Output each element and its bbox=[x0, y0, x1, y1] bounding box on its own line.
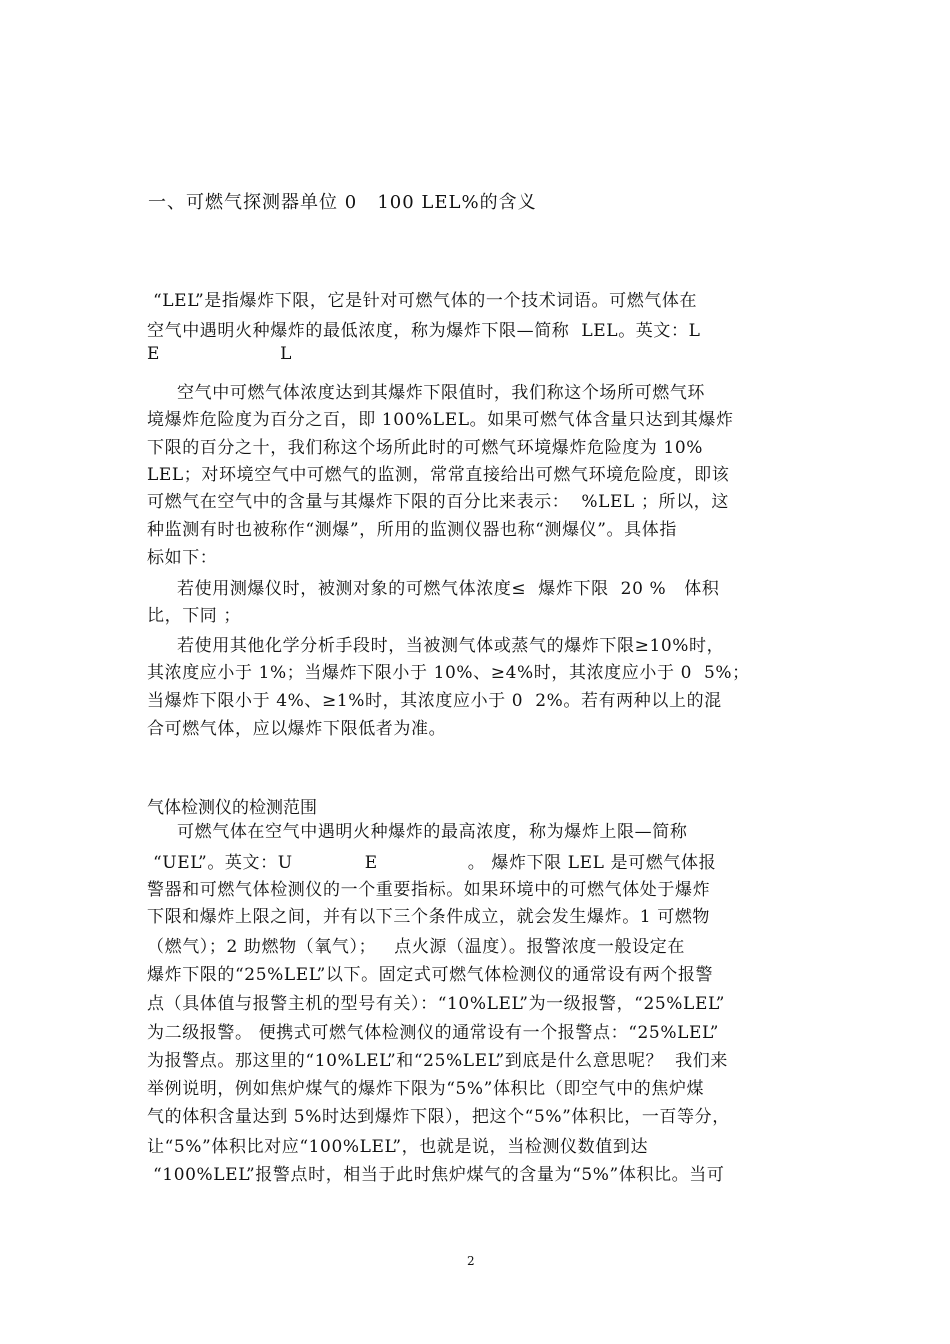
paragraph-line: 若使用其他化学分析手段时，当被测气体或蒸气的爆炸下限≥10%时， bbox=[147, 636, 725, 656]
paragraph-line: LEL；对环境空气中可燃气的监测，常常直接给出可燃气环境危险度，即该 bbox=[147, 465, 730, 485]
paragraph-line: 警器和可燃气体检测仪的一个重要指标。如果环境中的可燃气体处于爆炸 bbox=[147, 880, 711, 900]
paragraph-line: 空气中遇明火种爆炸的最低浓度，称为爆炸下限—简称 LEL。英文：L bbox=[147, 321, 701, 341]
paragraph-line: （燃气）；2 助燃物（氧气）； 点火源（温度）。报警浓度一般设定在 bbox=[147, 937, 685, 957]
paragraph-line: 可燃气体在空气中遇明火种爆炸的最高浓度，称为爆炸上限—简称 bbox=[147, 822, 688, 842]
paragraph-line: 点（具体值与报警主机的型号有关）：“10%LEL”为一级报警，“25%LEL” bbox=[147, 994, 726, 1014]
subsection-heading: 气体检测仪的检测范围 bbox=[147, 798, 317, 818]
paragraph-line: 当爆炸下限小于 4%、≥1%时，其浓度应小于 0 2%。若有两种以上的混 bbox=[147, 691, 722, 711]
paragraph-line: “UEL”。英文：U E 。 爆炸下限 LEL 是可燃气体报 bbox=[147, 853, 717, 873]
paragraph-line: 爆炸下限的“25%LEL”以下。固定式可燃气体检测仪的通常设有两个报警 bbox=[147, 965, 714, 985]
paragraph-line: 若使用测爆仪时，被测对象的可燃气体浓度≤ 爆炸下限 20 % 体积 bbox=[147, 579, 720, 599]
paragraph-line: “LEL”是指爆炸下限，它是针对可燃气体的一个技术词语。可燃气体在 bbox=[147, 291, 698, 311]
paragraph-line: 举例说明，例如焦炉煤气的爆炸下限为“5%”体积比（即空气中的焦炉煤 bbox=[147, 1079, 705, 1099]
paragraph-line: 为报警点。那这里的“10%LEL”和“25%LEL”到底是什么意思呢？ 我们来 bbox=[147, 1051, 728, 1071]
paragraph-line: 为二级报警。 便携式可燃气体检测仪的通常设有一个报警点：“25%LEL” bbox=[147, 1023, 720, 1043]
paragraph-line: 让“5%”体积比对应“100%LEL”，也就是说，当检测仪数值到达 bbox=[147, 1137, 649, 1157]
paragraph-line: 种监测有时也被称作“测爆”，所用的监测仪器也称“测爆仪”。具体指 bbox=[147, 520, 677, 540]
paragraph-line: 空气中可燃气体浓度达到其爆炸下限值时，我们称这个场所可燃气环 bbox=[147, 383, 706, 403]
paragraph-line: E L bbox=[147, 344, 292, 364]
paragraph-line: “100%LEL”报警点时，相当于此时焦炉煤气的含量为“5%”体积比。当可 bbox=[147, 1165, 725, 1185]
paragraph-line: 境爆炸危险度为百分之百，即 100%LEL。如果可燃气体含量只达到其爆炸 bbox=[147, 410, 734, 430]
paragraph-line: 比，下同 ； bbox=[147, 606, 242, 626]
paragraph-line: 下限的百分之十，我们称这个场所此时的可燃气环境爆炸危险度为 10% bbox=[147, 438, 703, 458]
section-heading: 一、可燃气探测器单位 0 100 LEL%的含义 bbox=[148, 192, 537, 213]
paragraph-line: 其浓度应小于 1%；当爆炸下限小于 10%、≥4%时，其浓度应小于 0 5%； bbox=[147, 663, 750, 683]
paragraph-line: 合可燃气体，应以爆炸下限低者为准。 bbox=[147, 719, 447, 739]
paragraph-line: 气的体积含量达到 5%时达到爆炸下限），把这个“5%”体积比，一百等分， bbox=[147, 1107, 730, 1127]
paragraph-line: 标如下： bbox=[147, 548, 218, 568]
paragraph-line: 可燃气在空气中的含量与其爆炸下限的百分比来表示： %LEL ；所以，这 bbox=[147, 492, 729, 512]
page-number: 2 bbox=[467, 1254, 475, 1268]
paragraph-line: 下限和爆炸上限之间，并有以下三个条件成立，就会发生爆炸。1 可燃物 bbox=[147, 907, 711, 927]
